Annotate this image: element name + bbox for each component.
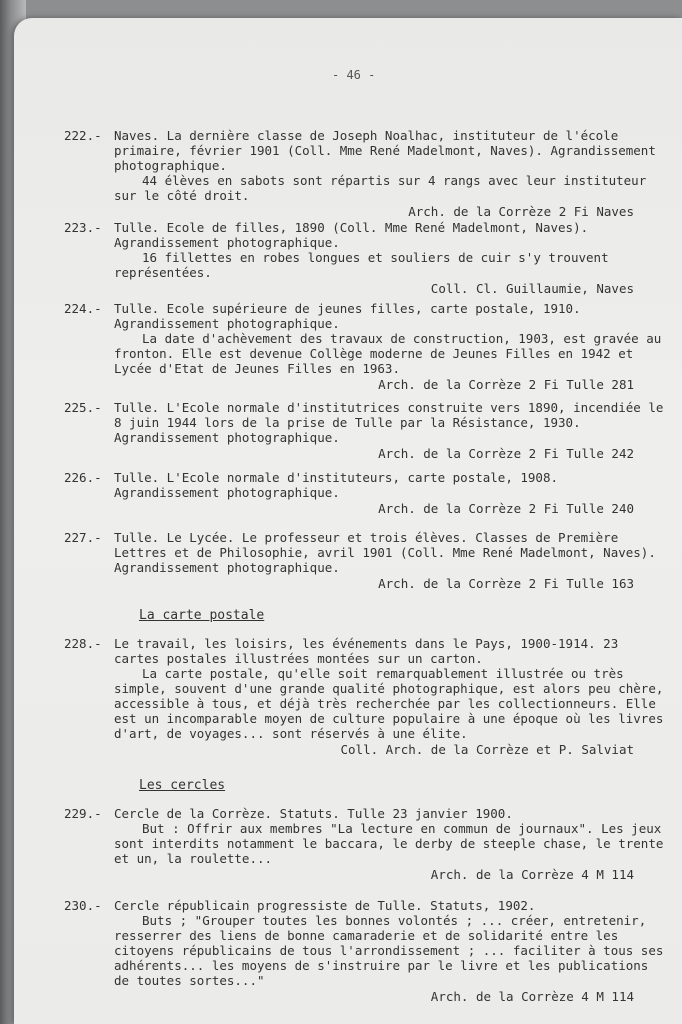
entry-text: Le travail, les loisirs, les événements dans le Pays, 1900-1914. 23 cartes postales illustrées montées sur un carton. bbox=[114, 636, 619, 666]
entry-text: Naves. La dernière classe de Joseph Noalhac, instituteur de l'école primaire, février 1901 (Coll. Mme René Madelmont, Naves). Agrandissement photographique. bbox=[114, 128, 656, 173]
entry-body: La date d'achèvement des travaux de construction, 1903, est gravée au fronton. Elle est devenue Collège moderne de Jeunes Filles en 1942 et Lycée d'Etat de Jeunes Filles en 1963. bbox=[114, 331, 662, 376]
entry-number: 223.- bbox=[64, 220, 102, 235]
entry-text: Cercle républicain progressiste de Tulle. Statuts, 1902. bbox=[114, 898, 536, 913]
document-page bbox=[14, 18, 682, 1024]
entry-number: 229.- bbox=[64, 806, 102, 821]
entry-body: 16 fillettes en robes longues et souliers de cuir s'y trouvent représentées. bbox=[114, 250, 609, 280]
entry-source: Arch. de la Corrèze 2 Fi Naves bbox=[408, 204, 634, 219]
entry-source: Arch. de la Corrèze 2 Fi Tulle 163 bbox=[378, 576, 634, 591]
entry-text: Tulle. Ecole de filles, 1890 (Coll. Mme René Madelmont, Naves). Agrandissement photographique. bbox=[114, 220, 589, 250]
entry-body: But : Offrir aux membres "La lecture en commun de journaux". Les jeux sont interdits notamment le baccara, le derby de steeple chase, le trente et un, la roulette... bbox=[114, 821, 664, 866]
entry-body: Buts ; "Grouper toutes les bonnes volontés ; ... créer, entretenir, resserrer des liens de bonne camaraderie et de solidarité entre les citoyens républicains de tous l'arrondissement ; ... faciliter à tous ses adhérents... les moyens de s'instruire par le livre et les publications de toutes sortes..." bbox=[114, 913, 664, 988]
catalog-entry bbox=[64, 470, 664, 516]
page-number: - 46 - bbox=[332, 68, 376, 82]
entry-number: 224.- bbox=[64, 301, 102, 316]
entry-source: Arch. de la Corrèze 2 Fi Tulle 281 bbox=[378, 377, 634, 392]
entry-number: 222.- bbox=[64, 128, 102, 143]
section-heading: Les cercles bbox=[139, 778, 226, 793]
catalog-entry bbox=[64, 898, 664, 1004]
entry-text: Tulle. L'Ecole normale d'institutrices construite vers 1890, incendiée le 8 juin 1944 lors de la prise de Tulle par la Résistance, 1930. Agrandissement photographique. bbox=[114, 400, 664, 445]
entry-source: Coll. Arch. de la Corrèze et P. Salviat bbox=[340, 742, 634, 757]
entry-source: Arch. de la Corrèze 4 M 114 bbox=[430, 867, 634, 882]
entry-source: Arch. de la Corrèze 2 Fi Tulle 240 bbox=[378, 501, 634, 516]
entry-number: 225.- bbox=[64, 400, 102, 415]
entry-body: La carte postale, qu'elle soit remarquablement illustrée ou très simple, souvent d'une grande qualité photographique, est alors peu chère, accessible à tous, et déjà très recherchée par les collectionneurs. Elle est un incomparable moyen de culture populaire à une époque où les livres d'art, de voyages... sont réservés à une élite. bbox=[114, 666, 664, 741]
entry-number: 228.- bbox=[64, 636, 102, 651]
entry-text: Tulle. Le Lycée. Le professeur et trois élèves. Classes de Première Lettres et de Philosophie, avril 1901 (Coll. Mme René Madelmont, Naves). Agrandissement photographique. bbox=[114, 530, 656, 575]
entry-number: 230.- bbox=[64, 898, 102, 913]
catalog-entry bbox=[64, 301, 664, 392]
entry-source: Arch. de la Corrèze 2 Fi Tulle 242 bbox=[378, 446, 634, 461]
entry-text: Cercle de la Corrèze. Statuts. Tulle 23 janvier 1900. bbox=[114, 806, 513, 821]
catalog-entry bbox=[64, 636, 664, 757]
catalog-entry bbox=[64, 400, 664, 461]
entry-number: 227.- bbox=[64, 530, 102, 545]
catalog-entry bbox=[64, 530, 664, 591]
entry-text: Tulle. L'Ecole normale d'instituteurs, carte postale, 1908. Agrandissement photographique. bbox=[114, 470, 559, 500]
catalog-entry bbox=[64, 220, 664, 296]
section-heading: La carte postale bbox=[139, 608, 265, 623]
catalog-entry bbox=[64, 806, 664, 882]
entry-source: Arch. de la Corrèze 4 M 114 bbox=[430, 989, 634, 1004]
catalog-entry bbox=[64, 128, 664, 219]
entry-number: 226.- bbox=[64, 470, 102, 485]
entry-text: Tulle. Ecole supérieure de jeunes filles, carte postale, 1910. Agrandissement photographique. bbox=[114, 301, 581, 331]
entry-source: Coll. Cl. Guillaumie, Naves bbox=[430, 281, 634, 296]
entry-body: 44 élèves en sabots sont répartis sur 4 rangs avec leur instituteur sur le côté droit. bbox=[114, 173, 647, 203]
